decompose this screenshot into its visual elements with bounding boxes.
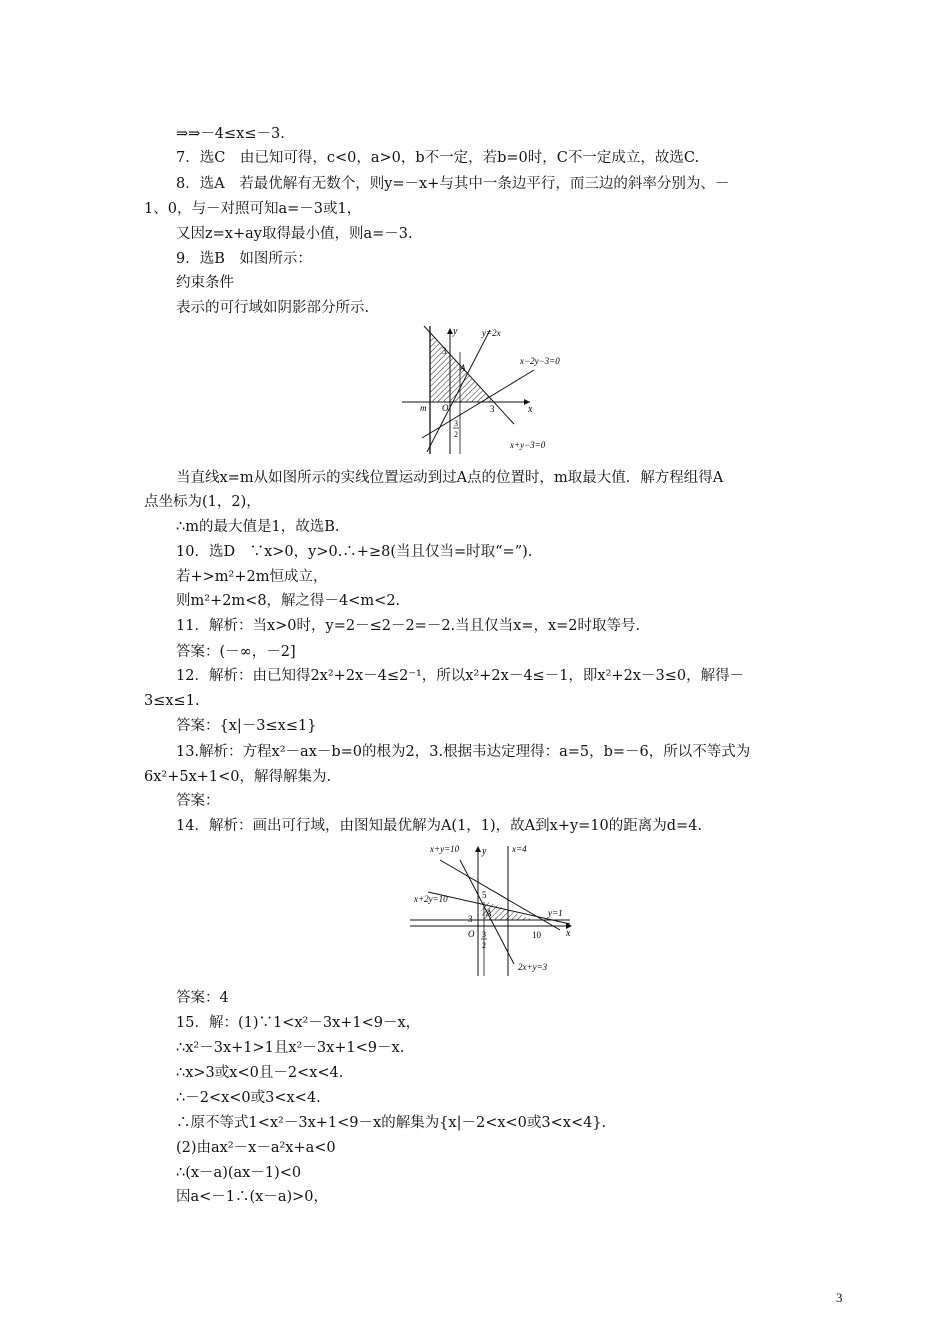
label-y2x: y=2x xyxy=(482,328,501,338)
text-line: 答案： xyxy=(176,793,220,809)
label-y-axis: y xyxy=(453,326,458,337)
text-line: ∴原不等式1<x²－3x+1<9－x的解集为{x|－2<x<0或3<x<4}. xyxy=(176,1115,607,1131)
text-line: ⇒⇒－4≤x≤－3. xyxy=(176,126,285,142)
label-origin: O xyxy=(442,403,449,413)
label-tick3: 3 xyxy=(468,914,473,924)
text-line: 8．选A 若最优解有无数个，则y=－x+与其中一条边平行，而三边的斜率分别为、－ xyxy=(176,176,730,192)
label-origin: O xyxy=(468,929,475,939)
text-line: 约束条件 xyxy=(176,275,234,291)
text-line: 9．选B 如图所示： xyxy=(176,251,312,267)
text-line: 7．选C 由已知可得，c<0，a>0，b不一定，若b=0时，C不一定成立，故选C. xyxy=(176,150,700,166)
label-m: m xyxy=(420,403,427,413)
label-x2y3: x−2y−3=0 xyxy=(520,356,560,366)
label-frac-den: 2 xyxy=(482,941,486,950)
label-point-a: A xyxy=(460,363,466,373)
text-line: 答案：{x|－3≤x≤1} xyxy=(176,718,317,734)
text-line: 14．解析：画出可行域，由图知最优解为A(1，1)，故A到x+y=10的距离为d=4. xyxy=(176,818,703,834)
label-y1: y=1 xyxy=(548,908,563,918)
text-line: ∴x>3或x<0且－2<x<4. xyxy=(176,1065,344,1081)
label-x-axis: x xyxy=(528,404,533,415)
feasible-region-figure-1 xyxy=(402,324,592,459)
label-x2y10: x+2y=10 xyxy=(414,894,448,904)
text-line: ∴m的最大值是1，故选B. xyxy=(176,519,340,535)
y-arrow-icon xyxy=(475,846,481,852)
text-line: 10．选D ∵x>0，y>0.∴+≥8(当且仅当=时取“=”). xyxy=(176,544,533,560)
page-number: 3 xyxy=(836,1290,843,1305)
label-x-tick: 3 xyxy=(490,404,495,414)
label-2xy3: 2x+y=3 xyxy=(518,962,548,972)
feasible-region-figure-2 xyxy=(410,840,586,980)
text-line: 12．解析：由已知得2x²+2x－4≤2⁻¹，所以x²+2x－4≤－1，即x²+2x－3≤0，解得－ xyxy=(176,668,745,684)
text-line: 因a<－1∴(x－a)>0， xyxy=(176,1189,329,1205)
text-line: 1、0，与－对照可知a=－3或1， xyxy=(144,201,362,217)
label-y-axis: y xyxy=(482,846,487,857)
label-x4: x=4 xyxy=(512,844,527,854)
label-x-axis: x xyxy=(566,928,571,939)
label-y-tick5: 5 xyxy=(482,890,487,900)
text-line: ∴(x－a)(ax－1)<0 xyxy=(176,1165,302,1181)
label-xy10: x+y=10 xyxy=(430,844,460,854)
text-line: 6x²+5x+1<0，解得解集为. xyxy=(144,769,332,785)
text-line: ∴－2<x<0或3<x<4. xyxy=(176,1090,321,1106)
label-frac-num: 3 xyxy=(454,419,458,428)
label-y-tick: 3 xyxy=(442,346,447,356)
text-line: 点坐标为(1，2)， xyxy=(144,494,261,510)
text-line: 答案：4 xyxy=(176,990,229,1006)
text-line: 若+>m²+2m恒成立， xyxy=(176,569,328,585)
text-line: 当直线x=m从如图所示的实线位置运动到过A点的位置时，m取最大值．解方程组得A xyxy=(176,470,724,486)
text-line: 11．解析：当x>0时，y=2－≤2－2=－2.当且仅当x=，x=2时取等号. xyxy=(176,618,641,634)
label-point-a: A xyxy=(486,908,492,918)
text-line: 又因z=x+ay取得最小值，则a=－3. xyxy=(176,226,413,242)
label-frac-num: 3 xyxy=(482,930,486,939)
text-line: 则m²+2m<8，解之得－4<m<2. xyxy=(176,593,401,609)
text-line: 15．解：(1)∵1<x²－3x+1<9－x， xyxy=(176,1015,421,1031)
label-xy3: x+y−3=0 xyxy=(510,440,546,450)
label-x-tick10: 10 xyxy=(532,930,541,940)
figure-2-svg xyxy=(410,840,586,980)
text-line: 表示的可行域如阴影部分所示. xyxy=(176,300,370,316)
text-line: ∴x²－3x+1>1且x²－3x+1<9－x. xyxy=(176,1040,405,1056)
label-frac-den: 2 xyxy=(454,430,458,439)
text-line: 3≤x≤1. xyxy=(144,693,200,709)
text-line: (2)由ax²－x－a²x+a<0 xyxy=(176,1140,336,1156)
figure-1-svg xyxy=(402,324,592,459)
text-line: 13.解析：方程x²－ax－b=0的根为2，3.根据韦达定理得：a=5，b=－6，所以不等式为 xyxy=(176,744,751,760)
text-line: 答案：(－∞，－2] xyxy=(176,644,296,660)
